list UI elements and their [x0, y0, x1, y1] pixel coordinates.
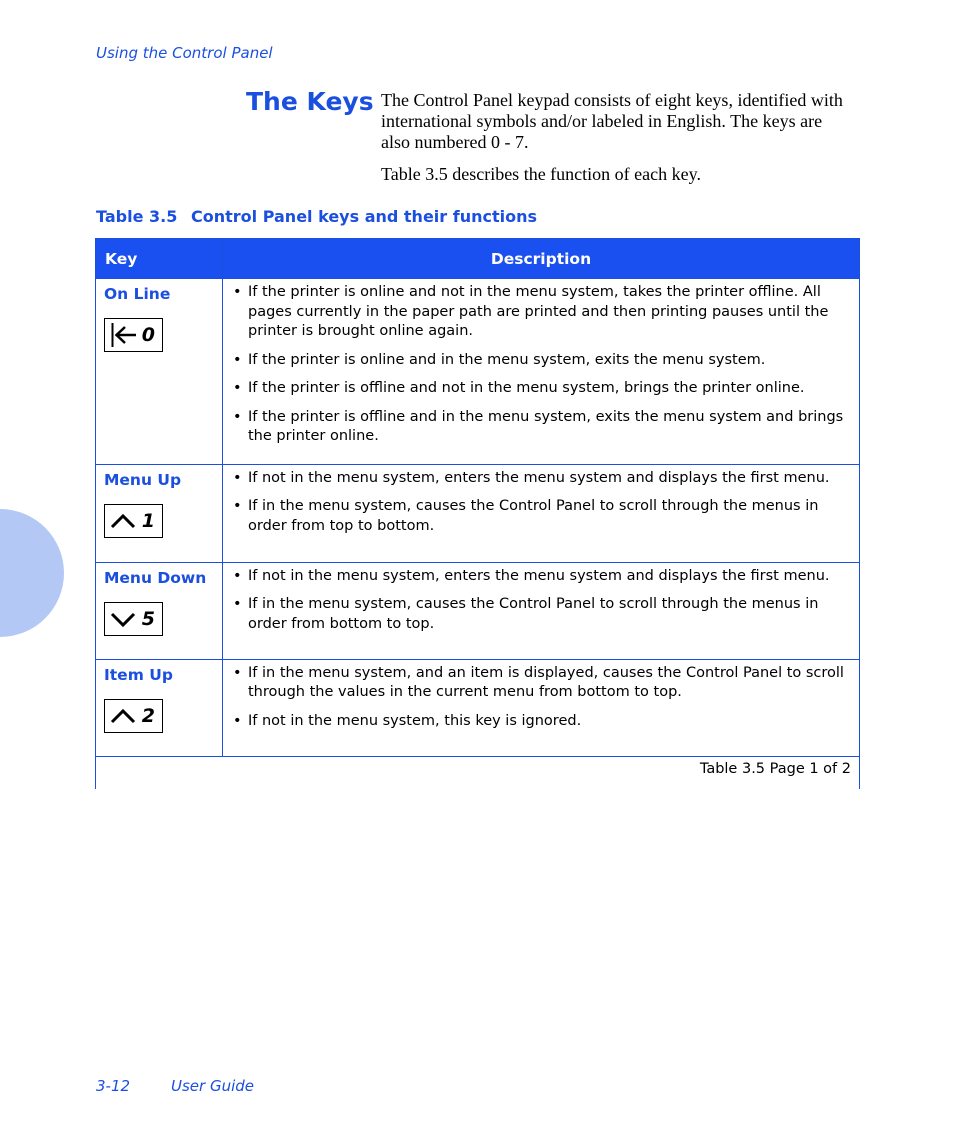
- intro-text: [381, 90, 851, 196]
- table-caption-title: Control Panel keys and their functions: [191, 207, 537, 226]
- table-row: [96, 464, 860, 562]
- chevron-down-icon: [110, 610, 136, 628]
- table-row: [96, 279, 860, 465]
- description-bullet: • If the printer is offline and not in the menu system, brings the printer online.: [233, 379, 847, 399]
- key-number: 5: [141, 607, 155, 630]
- table-row: [96, 659, 860, 756]
- chevron-up-icon: [110, 512, 136, 530]
- key-number: 1: [141, 509, 155, 532]
- description-bullet: • If in the menu system, and an item is displayed, causes the Control Panel to scroll through the values in the current menu from bottom to top.: [233, 664, 847, 703]
- page-number: 3-12: [96, 1077, 131, 1095]
- key-name: On Line: [104, 285, 171, 303]
- key-number: 2: [141, 704, 155, 727]
- description-bullet: • If the printer is offline and in the menu system, exits the menu system and brings the printer online.: [233, 408, 847, 447]
- description-bullet: • If not in the menu system, enters the menu system and displays the first menu.: [233, 567, 847, 587]
- table-caption-number: Table 3.5: [96, 207, 178, 226]
- description-bullet: • If the printer is online and in the menu system, exits the menu system.: [233, 351, 847, 371]
- chevron-up-icon: [110, 707, 136, 725]
- key-graphic: [104, 699, 163, 733]
- key-number: 0: [141, 324, 155, 346]
- online-arrow-icon: [110, 322, 138, 348]
- description-bullet: • If not in the menu system, enters the menu system and displays the first menu.: [233, 469, 847, 489]
- key-name: Item Up: [104, 665, 173, 684]
- footer-doc-title: User Guide: [171, 1077, 255, 1095]
- description-bullet: • If the printer is online and not in the menu system, takes the printer offline. All pages currently in the paper path are printed and then printing pauses until the printer is brought online again.: [233, 283, 847, 342]
- intro-paragraph-2: Table 3.5 describes the function of each key.: [381, 164, 701, 184]
- key-graphic: [104, 504, 163, 538]
- table-row: [96, 562, 860, 659]
- table-continuation-row: [96, 756, 860, 789]
- running-header: Using the Control Panel: [96, 44, 273, 62]
- key-graphic: [104, 318, 163, 352]
- key-graphic: [104, 602, 163, 636]
- section-heading: The Keys: [246, 87, 374, 116]
- column-header-description: Description: [223, 239, 860, 279]
- table-continuation-note: Table 3.5 Page 1 of 2: [699, 760, 851, 777]
- chapter-side-tab: [0, 509, 64, 637]
- description-bullet: • If not in the menu system, this key is ignored.: [233, 712, 847, 732]
- table-header-row: [96, 239, 860, 279]
- column-header-key: Key: [96, 239, 223, 279]
- table-caption: [96, 207, 537, 226]
- key-name: Menu Down: [104, 568, 207, 587]
- key-name: Menu Up: [104, 470, 182, 489]
- keys-table: [95, 238, 860, 789]
- description-bullet: • If in the menu system, causes the Control Panel to scroll through the menus in order from top to bottom.: [233, 497, 847, 536]
- page-footer: [96, 1077, 254, 1095]
- description-bullet: • If in the menu system, causes the Control Panel to scroll through the menus in order from bottom to top.: [233, 595, 847, 634]
- intro-paragraph-1: The Control Panel keypad consists of eight keys, identified with international symbols and/or labeled in English. The keys are also numbered 0 - 7.: [381, 90, 843, 152]
